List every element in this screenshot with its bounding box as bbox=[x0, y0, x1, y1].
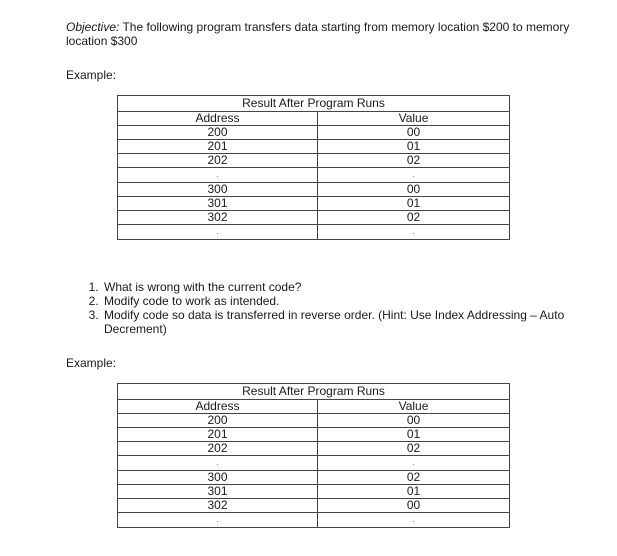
example-label: Example: bbox=[66, 356, 117, 370]
table-gap-row bbox=[118, 513, 510, 528]
ellipsis-cell: . bbox=[118, 456, 318, 471]
value-cell: 02 bbox=[318, 154, 510, 168]
value-cell: 00 bbox=[318, 183, 510, 197]
value-cell: 00 bbox=[318, 126, 510, 140]
question-item: 1. What is wrong with the current code? bbox=[102, 280, 612, 294]
table-title: Result After Program Runs bbox=[118, 384, 510, 400]
address-cell: 302 bbox=[118, 211, 318, 225]
table-row bbox=[118, 154, 510, 168]
address-cell: 202 bbox=[118, 154, 318, 168]
value-cell: 01 bbox=[318, 197, 510, 211]
question-item: 2. Modify code to work as intended. bbox=[102, 294, 612, 308]
table-row bbox=[118, 442, 510, 456]
value-cell: 00 bbox=[318, 499, 510, 513]
objective-text: The following program transfers data starting from memory location $200 to memory location $300 bbox=[66, 20, 570, 48]
table-row bbox=[118, 471, 510, 485]
table-row bbox=[118, 140, 510, 154]
table-title: Result After Program Runs bbox=[118, 96, 510, 112]
address-cell: 302 bbox=[118, 499, 318, 513]
value-cell: 01 bbox=[318, 140, 510, 154]
address-cell: 201 bbox=[118, 140, 318, 154]
address-cell: 200 bbox=[118, 414, 318, 428]
ellipsis-cell: . bbox=[118, 225, 318, 240]
address-cell: 201 bbox=[118, 428, 318, 442]
table-gap-row bbox=[118, 456, 510, 471]
ellipsis-cell: . bbox=[318, 168, 510, 183]
table-row bbox=[118, 428, 510, 442]
example-label: Example: bbox=[66, 68, 117, 82]
result-table-original bbox=[117, 95, 510, 240]
value-cell: 01 bbox=[318, 485, 510, 499]
column-header-value: Value bbox=[318, 400, 510, 414]
ellipsis-cell: . bbox=[118, 168, 318, 183]
table-gap-row bbox=[118, 225, 510, 240]
address-cell: 300 bbox=[118, 183, 318, 197]
objective-paragraph bbox=[66, 20, 586, 48]
table-gap-row bbox=[118, 168, 510, 183]
ellipsis-cell: . bbox=[318, 225, 510, 240]
table-row bbox=[118, 211, 510, 225]
value-cell: 00 bbox=[318, 414, 510, 428]
column-header-address: Address bbox=[118, 400, 318, 414]
ellipsis-cell: . bbox=[318, 513, 510, 528]
table-row bbox=[118, 126, 510, 140]
value-cell: 01 bbox=[318, 428, 510, 442]
column-header-value: Value bbox=[318, 112, 510, 126]
result-table-reversed bbox=[117, 383, 510, 528]
ellipsis-cell: . bbox=[318, 456, 510, 471]
objective-label: Objective: bbox=[66, 20, 120, 34]
ellipsis-cell: . bbox=[118, 513, 318, 528]
table-row bbox=[118, 485, 510, 499]
address-cell: 200 bbox=[118, 126, 318, 140]
address-cell: 301 bbox=[118, 197, 318, 211]
address-cell: 300 bbox=[118, 471, 318, 485]
address-cell: 202 bbox=[118, 442, 318, 456]
question-list bbox=[66, 280, 612, 336]
table-row bbox=[118, 414, 510, 428]
table-row bbox=[118, 499, 510, 513]
value-cell: 02 bbox=[318, 471, 510, 485]
address-cell: 301 bbox=[118, 485, 318, 499]
question-item: 3. Modify code so data is transferred in reverse order. (Hint: Use Index Addressing – Auto Decrement) bbox=[102, 308, 612, 336]
value-cell: 02 bbox=[318, 211, 510, 225]
value-cell: 02 bbox=[318, 442, 510, 456]
table-row bbox=[118, 183, 510, 197]
column-header-address: Address bbox=[118, 112, 318, 126]
table-row bbox=[118, 197, 510, 211]
